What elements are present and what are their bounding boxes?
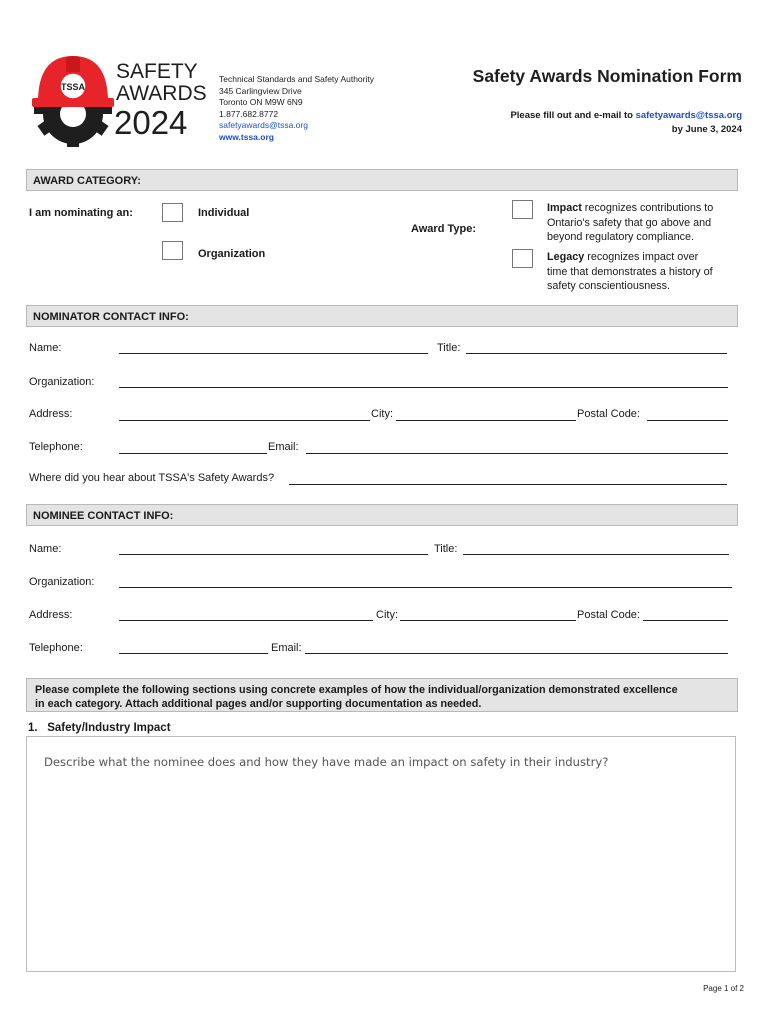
org-name: Technical Standards and Safety Authority — [219, 74, 374, 84]
sections-intro-line2: in each category. Attach additional pages and/or supporting documentation as needed. — [35, 698, 482, 710]
heard-about-field[interactable] — [289, 484, 727, 485]
nominee-city-label: City: — [376, 609, 398, 621]
page-number: Page 1 of 2 — [703, 984, 744, 993]
helmet-gear-icon — [30, 52, 210, 148]
section-1-prompt: Describe what the nominee does and how they have made an impact on safety in their industry? — [44, 755, 609, 769]
logo-year: 2024 — [114, 104, 188, 141]
award-category-header: AWARD CATEGORY: — [26, 169, 738, 191]
deadline-text: by June 3, 2024 — [671, 124, 742, 135]
nominee-name-field[interactable] — [119, 554, 428, 555]
section-1-number: 1. — [28, 722, 38, 734]
nominator-telephone-label: Telephone: — [29, 441, 83, 453]
section-1-title: Safety/Industry Impact — [47, 722, 171, 734]
org-website-link[interactable]: www.tssa.org — [219, 131, 274, 142]
org-phone: 1.877.682.8772 — [219, 108, 279, 119]
nominee-address-field[interactable] — [119, 620, 373, 621]
individual-label: Individual — [198, 207, 250, 219]
section-1-response-box[interactable] — [26, 736, 736, 972]
nominee-telephone-label: Telephone: — [29, 642, 83, 654]
nominee-organization-field[interactable] — [119, 587, 732, 588]
legacy-description: Legacy recognizes impact over time that demonstrates a history of safety conscientiousness. — [547, 251, 713, 292]
nominator-title-field[interactable] — [466, 353, 727, 354]
nominee-header: NOMINEE CONTACT INFO: — [26, 504, 738, 526]
impact-checkbox[interactable] — [512, 200, 533, 219]
tssa-badge-text: TSSA — [60, 82, 86, 92]
individual-checkbox[interactable] — [162, 203, 183, 222]
org-address-block — [219, 74, 374, 144]
nominee-title-field[interactable] — [463, 554, 729, 555]
safety-awards-logo — [30, 52, 210, 148]
legacy-checkbox[interactable] — [512, 249, 533, 268]
impact-description: Impact recognizes contributions to Ontario's safety that go above and beyond regulatory compliance. — [547, 202, 714, 243]
form-title: Safety Awards Nomination Form — [472, 66, 742, 86]
nominee-city-field[interactable] — [400, 620, 576, 621]
instruction-email-link[interactable]: safetyawards@tssa.org — [635, 110, 742, 121]
nominee-telephone-field[interactable] — [119, 653, 268, 654]
organization-label: Organization — [198, 248, 266, 260]
nominator-organization-field[interactable] — [119, 387, 728, 388]
nominee-postal-label: Postal Code: — [577, 609, 640, 621]
nominee-name-label: Name: — [29, 543, 62, 555]
section-1-heading — [28, 722, 171, 734]
nominator-address-field[interactable] — [119, 420, 370, 421]
instruction-text: Please fill out and e-mail to — [510, 110, 633, 121]
nominee-address-label: Address: — [29, 609, 73, 621]
nominator-postal-field[interactable] — [647, 420, 728, 421]
nominator-header: NOMINATOR CONTACT INFO: — [26, 305, 738, 327]
award-type-label: Award Type: — [411, 223, 476, 235]
nominator-address-label: Address: — [29, 408, 73, 420]
nominator-name-field[interactable] — [119, 353, 428, 354]
form-instructions — [510, 109, 742, 137]
nominee-email-label: Email: — [271, 642, 302, 654]
nominating-label: I am nominating an: — [29, 207, 133, 219]
nominator-city-field[interactable] — [396, 420, 576, 421]
nominee-postal-field[interactable] — [643, 620, 728, 621]
impact-name: Impact — [547, 202, 582, 214]
nominator-organization-label: Organization: — [29, 376, 95, 388]
nominator-city-label: City: — [371, 408, 393, 420]
org-email-link[interactable]: safetyawards@tssa.org — [219, 120, 308, 131]
org-city: Toronto ON M9W 6N9 — [219, 97, 303, 108]
org-street: 345 Carlingview Drive — [219, 85, 302, 96]
nominee-email-field[interactable] — [305, 653, 728, 654]
nominator-title-label: Title: — [437, 342, 461, 354]
nominator-telephone-field[interactable] — [119, 453, 267, 454]
legacy-name: Legacy — [547, 251, 585, 263]
sections-intro — [26, 678, 738, 712]
nominee-organization-label: Organization: — [29, 576, 95, 588]
logo-word-safety: SAFETY — [116, 60, 198, 83]
logo-word-awards: AWARDS — [116, 82, 207, 105]
nominator-email-label: Email: — [268, 441, 299, 453]
nominee-title-label: Title: — [434, 543, 458, 555]
organization-checkbox[interactable] — [162, 241, 183, 260]
heard-about-label: Where did you hear about TSSA's Safety Awards? — [29, 472, 275, 484]
sections-intro-line1: Please complete the following sections using concrete examples of how the individual/organization demonstrated excellence — [35, 684, 678, 696]
nominator-email-field[interactable] — [306, 453, 728, 454]
nominator-name-label: Name: — [29, 342, 62, 354]
nominator-postal-label: Postal Code: — [577, 408, 640, 420]
